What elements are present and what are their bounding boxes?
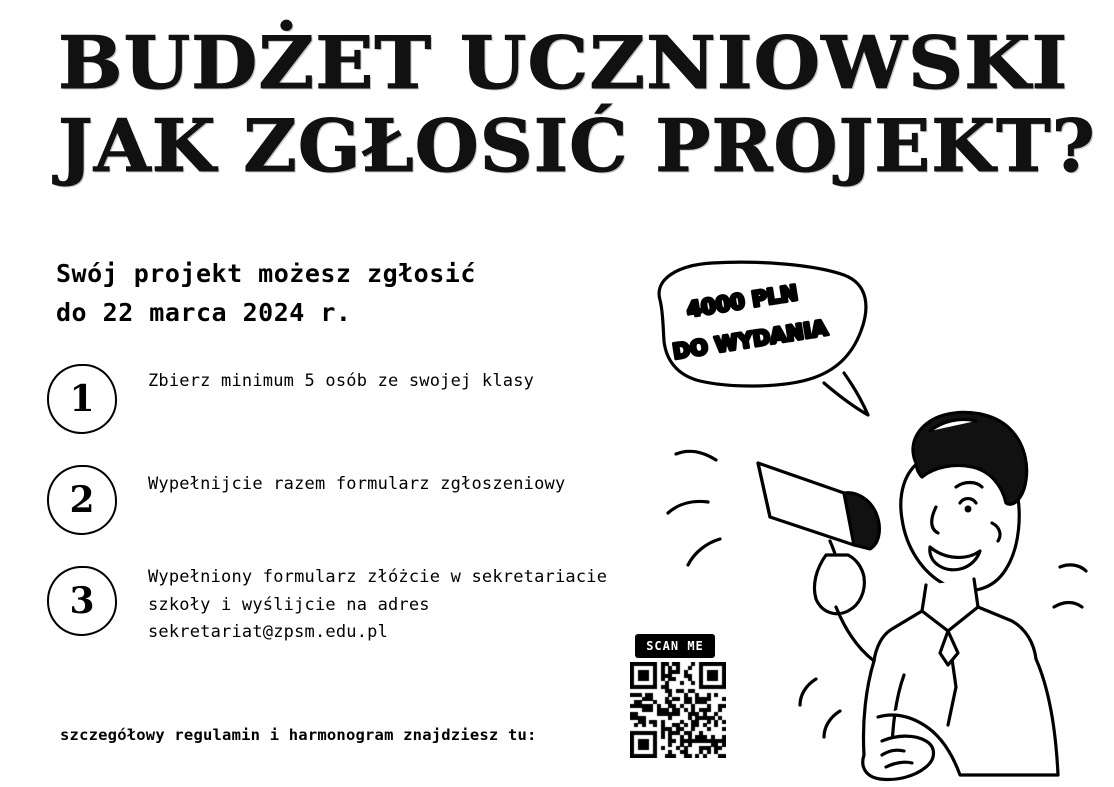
arm-holding-megaphone: [814, 555, 874, 661]
deadline-line-2: do 22 marca 2024 r.: [56, 297, 352, 327]
page-title: [58, 20, 1096, 188]
steps-list: [47, 362, 617, 676]
deadline-text: [56, 255, 476, 333]
title-line-1: BUDŻET UCZNIOWSKI: [58, 20, 1069, 105]
illustration-svg: [630, 255, 1100, 785]
list-item: [47, 564, 617, 647]
step-number-badge: 1: [47, 364, 117, 434]
step-description: Zbierz minimum 5 osób ze swojej klasy: [148, 371, 535, 391]
illustration-person-with-megaphone: [630, 255, 1100, 785]
list-item: [47, 463, 617, 535]
speech-line-2: DO WYDANIA: [671, 315, 830, 364]
deadline-line-1: Swój projekt możesz zgłosić: [56, 259, 476, 288]
step-number-badge: 2: [47, 465, 117, 535]
footer-note: szczegółowy regulamin i harmonogram znajdziesz tu:: [60, 726, 537, 744]
scan-me-label: SCAN ME: [635, 634, 715, 658]
title-line-2: JAK ZGŁOSIĆ PROJEKT?: [58, 102, 1096, 188]
speech-line-1: 4000 PLN: [685, 280, 800, 322]
step-description: Wypełniony formularz złóżcie w sekretariacie szkoły i wyślijcie na adres sekretariat@zpsm.edu.pl: [148, 567, 608, 643]
list-item: [47, 362, 617, 434]
megaphone: [758, 463, 879, 577]
person-head: [901, 412, 1027, 590]
sound-waves: [668, 451, 720, 565]
speech-bubble: [659, 262, 868, 415]
step-number-badge: 3: [47, 566, 117, 636]
step-description: Wypełnijcie razem formularz zgłoszeniowy: [148, 474, 566, 494]
